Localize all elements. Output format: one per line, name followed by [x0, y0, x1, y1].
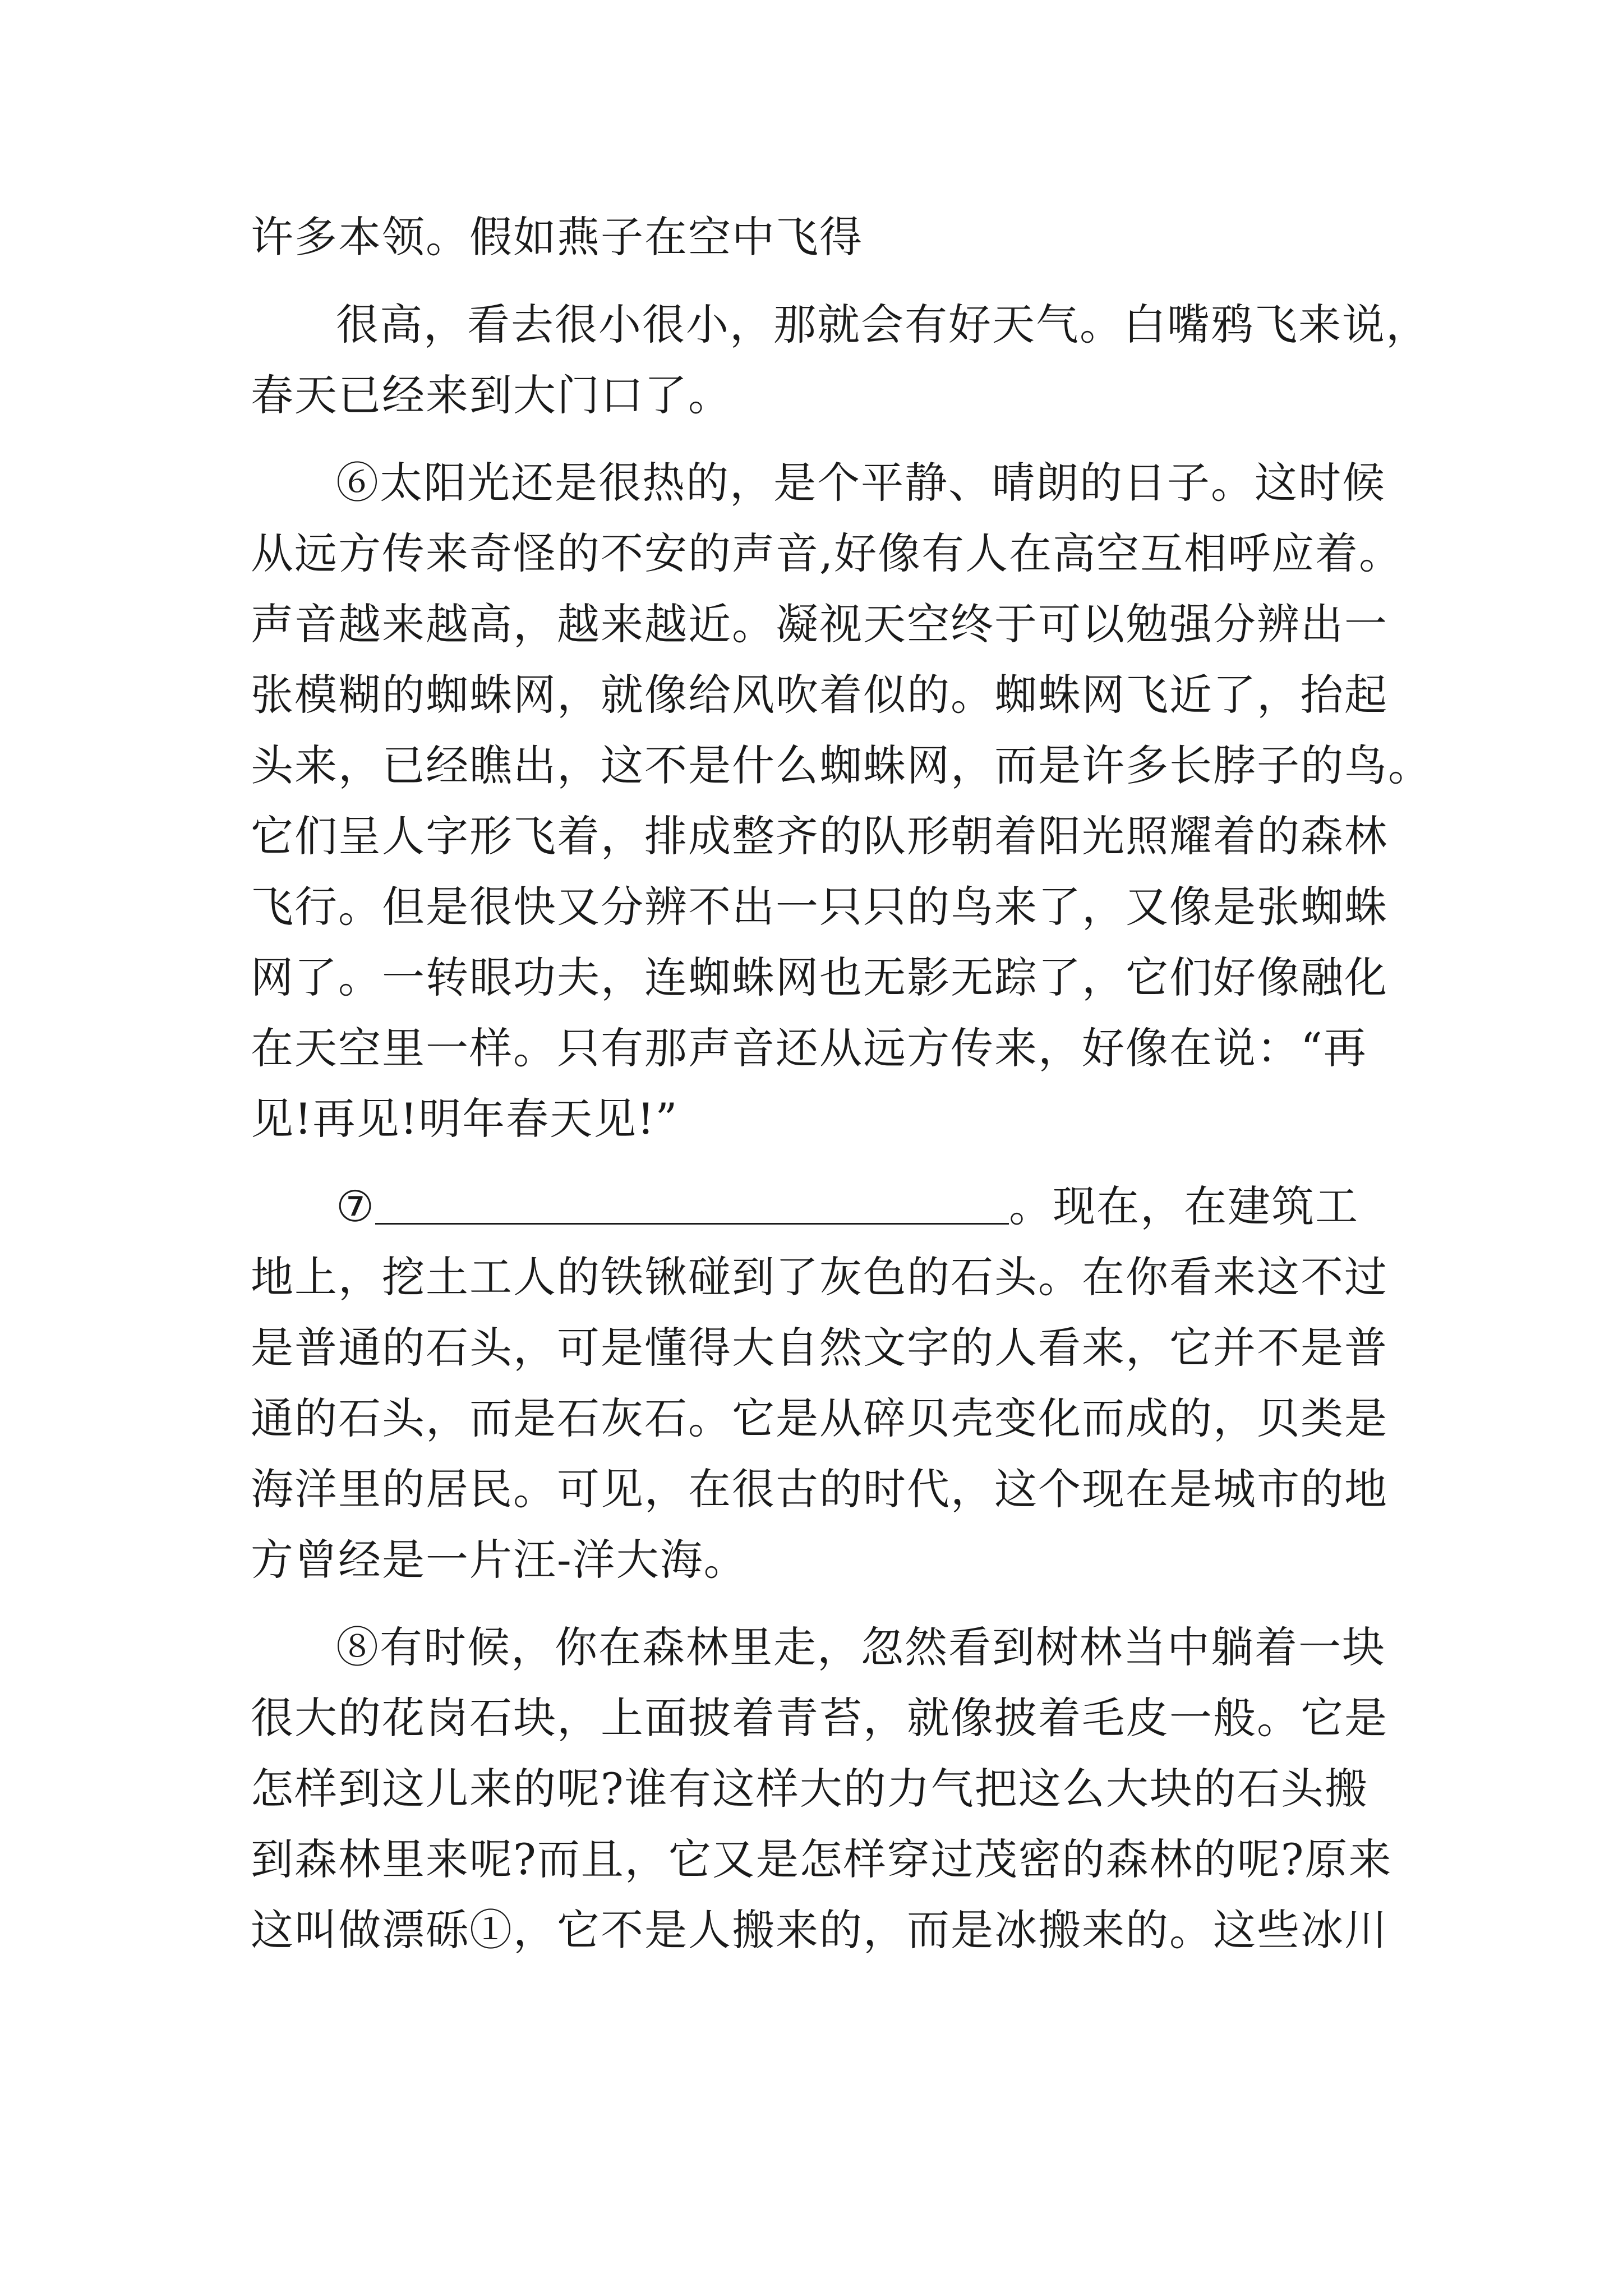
text-line: 很高，看去很小很小，那就会有好天气。白嘴鸦飞来说， [336, 300, 1430, 349]
paragraph-7-line [251, 1171, 1389, 1242]
text-line: 怎样到这儿来的呢?谁有这样大的力气把这么大块的石头搬 [251, 1764, 1368, 1814]
text-line: 地上，挖土工人的铁锹碰到了灰色的石头。在你看来这不过 [251, 1252, 1388, 1302]
text-line: 声音越来越高，越来越近。凝视天空终于可以勉强分辨出一 [251, 599, 1388, 649]
paragraph-marker: ⑦ [336, 1181, 376, 1231]
text-line: 到森林里来呢?而且，它又是怎样穿过茂密的森林的呢?原来 [251, 1834, 1393, 1884]
text-line: 从远方传来奇怪的不安的声音,好像有人在高空互相呼应着。 [251, 528, 1403, 578]
text-line: 方曾经是一片汪-洋大海。 [251, 1535, 748, 1585]
paragraph-8-line: ⑧有时候，你在森林里走，忽然看到树林当中躺着一块 [336, 1622, 1386, 1672]
text-line: 头来，已经瞧出，这不是什么蜘蛛网，而是许多长脖子的鸟。 [251, 740, 1432, 790]
text-line: 见!再见!明年春天见!” [251, 1094, 679, 1144]
text-line: 是普通的石头，可是懂得大自然文字的人看来，它并不是普 [251, 1323, 1388, 1373]
text-line: 飞行。但是很快又分辨不出一只只的鸟来了，又像是张蜘蛛 [251, 882, 1388, 932]
text-line: 网了。一转眼功夫，连蜘蛛网也无影无踪了，它们好像融化 [251, 953, 1388, 1002]
fill-in-blank[interactable] [375, 1180, 1009, 1225]
text-line: 许多本领。假如燕子在空中飞得 [251, 212, 863, 262]
text-line: 它们呈人字形飞着，排成整齐的队形朝着阳光照耀着的森林 [251, 811, 1388, 861]
text-line: 这叫做漂砾①，它不是人搬来的，而是冰搬来的。这些冰川 [251, 1905, 1388, 1955]
text-fragment: 。现在，在建筑工 [1009, 1181, 1359, 1231]
text-line: 海洋里的居民。可见，在很古的时代，这个现在是城市的地 [251, 1464, 1388, 1514]
text-line: 在天空里一样。只有那声音还从远方传来，好像在说：“再 [251, 1023, 1367, 1073]
text-line: 张模糊的蜘蛛网，就像给风吹着似的。蜘蛛网飞近了，抬起 [251, 670, 1388, 720]
document-body [251, 202, 1432, 1966]
text-line: 很大的花岗石块，上面披着青苔，就像披着毛皮一般。它是 [251, 1693, 1388, 1743]
text-line: 春天已经来到大门口了。 [251, 370, 732, 420]
text-line: 通的石头，而是石灰石。它是从碎贝壳变化而成的，贝类是 [251, 1393, 1388, 1443]
paragraph-6-line: ⑥太阳光还是很热的，是个平静、晴朗的日子。这时候 [336, 458, 1386, 508]
